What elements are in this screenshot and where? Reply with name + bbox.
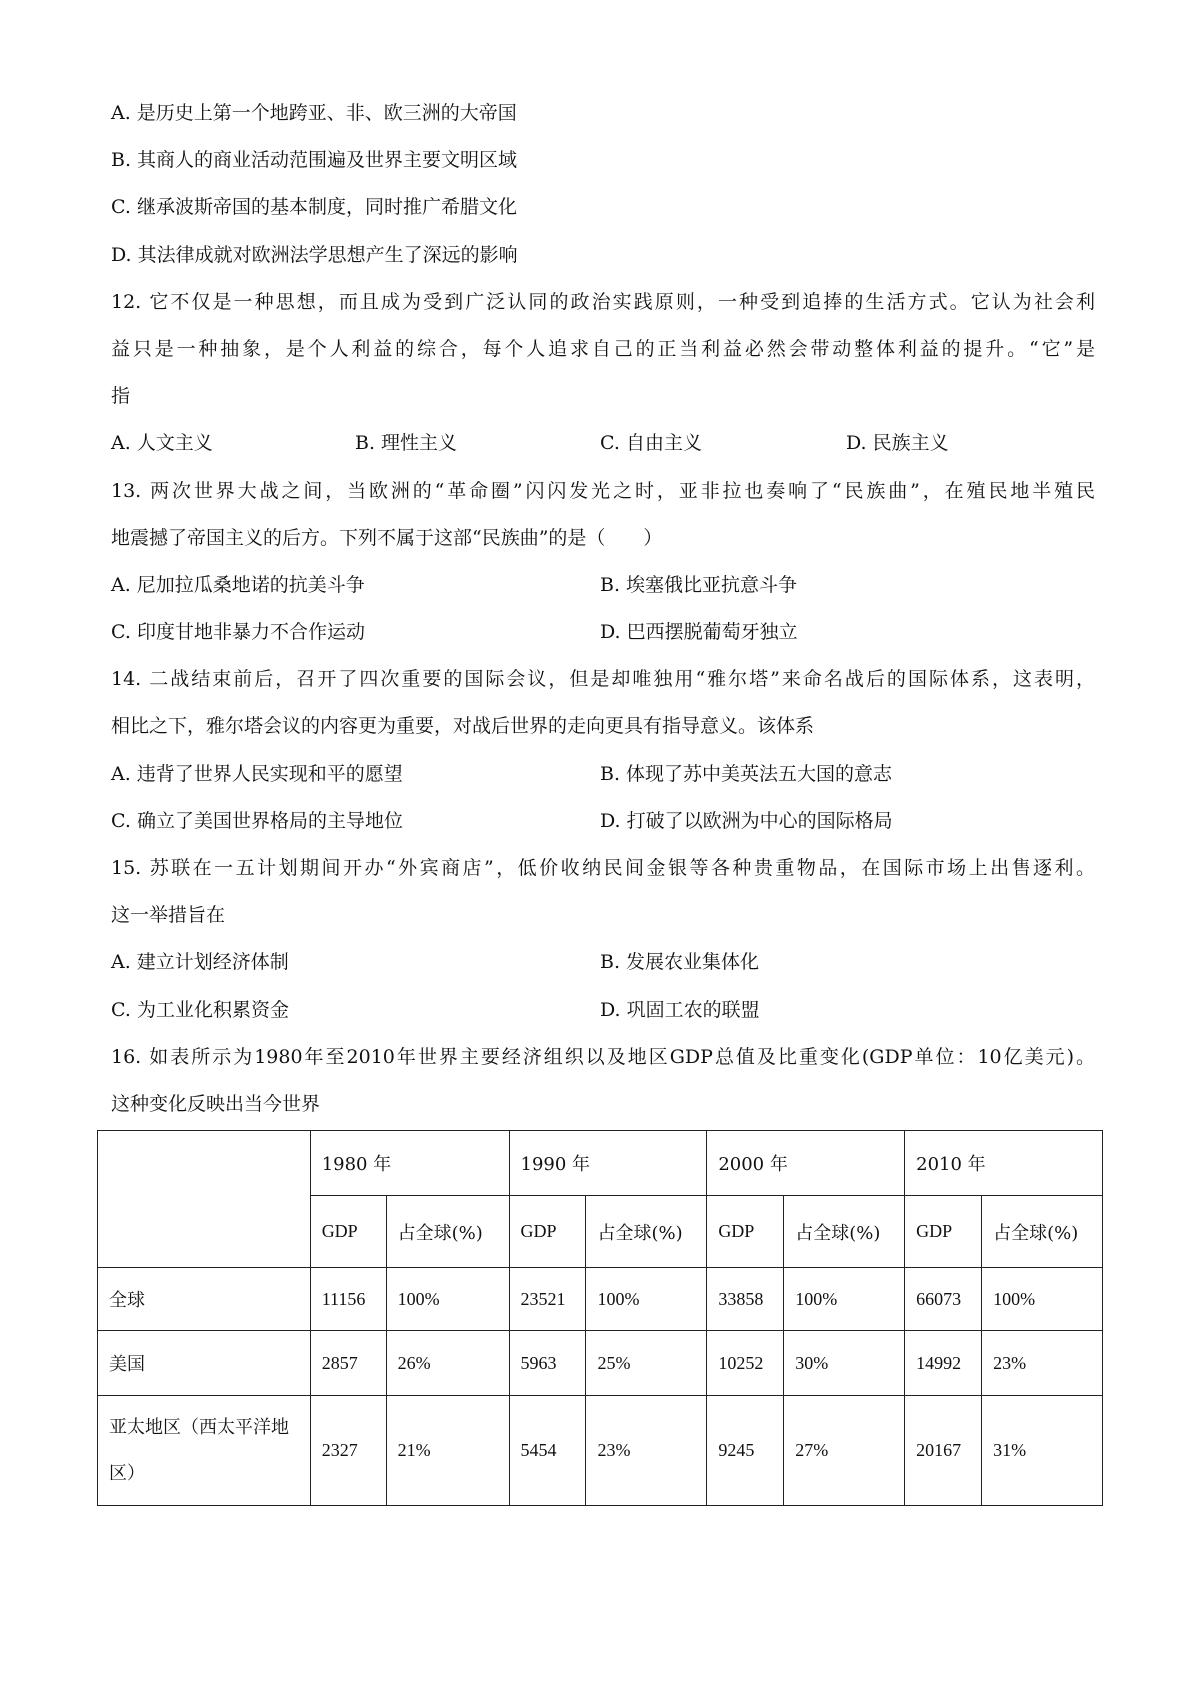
q11-option-c: C. 继承波斯帝国的基本制度，同时推广希腊文化 <box>111 196 517 219</box>
row-label: 亚太地区（西太平洋地区） <box>98 1396 311 1506</box>
gdp-header: GDP <box>905 1196 982 1268</box>
cell: 2857 <box>310 1331 386 1396</box>
table-corner-cell <box>98 1131 311 1268</box>
q14-option-a: A. 违背了世界人民实现和平的愿望 <box>111 762 403 785</box>
cell: 100% <box>784 1268 905 1331</box>
q12-option-c: C. 自由主义 <box>600 432 702 455</box>
q14-option-d: D. 打破了以欧洲为中心的国际格局 <box>600 809 893 832</box>
q12-stem: 益只是一种抽象，是个人利益的综合，每个人追求自己的正当利益必然会带动整体利益的提升。“它”是 <box>111 337 1095 360</box>
q11-option-b: B. 其商人的商业活动范围遍及世界主要文明区域 <box>111 149 518 172</box>
gdp-header: GDP <box>707 1196 784 1268</box>
cell: 100% <box>982 1268 1103 1331</box>
q15-options <box>111 939 1095 986</box>
row-label: 美国 <box>98 1331 311 1396</box>
year-header: 1980 年 <box>310 1131 509 1196</box>
cell: 33858 <box>707 1268 784 1331</box>
table-header-row <box>98 1131 1103 1196</box>
cell: 23% <box>586 1396 707 1506</box>
share-header: 占全球(%) <box>982 1196 1103 1268</box>
cell: 100% <box>586 1268 707 1331</box>
gdp-header: GDP <box>310 1196 386 1268</box>
cell: 30% <box>784 1331 905 1396</box>
q12-stem: 12. 它不仅是一种思想，而且成为受到广泛认同的政治实践原则，一种受到追捧的生活方式。它认为社会利 <box>111 290 1095 313</box>
row-label: 全球 <box>98 1268 311 1331</box>
q14-options <box>111 751 1095 798</box>
table-row <box>98 1331 1103 1396</box>
gdp-header: GDP <box>509 1196 586 1268</box>
cell: 2327 <box>310 1396 386 1506</box>
cell: 10252 <box>707 1331 784 1396</box>
q13-option-a: A. 尼加拉瓜桑地诺的抗美斗争 <box>111 573 365 596</box>
cell: 27% <box>784 1396 905 1506</box>
cell: 5963 <box>509 1331 586 1396</box>
cell: 26% <box>386 1331 509 1396</box>
table-row <box>98 1268 1103 1331</box>
year-header: 2010 年 <box>905 1131 1103 1196</box>
q12-option-b: B. 理性主义 <box>355 432 458 455</box>
q14-stem: 14. 二战结束前后，召开了四次重要的国际会议，但是却唯独用“雅尔塔”来命名战后的国际体系，这表明， <box>111 668 1095 691</box>
q15-stem: 15. 苏联在一五计划期间开办“外宾商店”，低价收纳民间金银等各种贵重物品，在国际市场上出售逐利。 <box>111 857 1095 879</box>
q13-option-b: B. 埃塞俄比亚抗意斗争 <box>600 573 798 596</box>
q15-option-b: B. 发展农业集体化 <box>600 951 760 974</box>
gdp-table <box>97 1130 1103 1506</box>
cell: 21% <box>386 1396 509 1506</box>
q14-stem: 相比之下，雅尔塔会议的内容更为重要，对战后世界的走向更具有指导意义。该体系 <box>111 715 815 738</box>
q15-option-d: D. 巩固工农的联盟 <box>600 998 760 1021</box>
table-row <box>98 1396 1103 1506</box>
cell: 9245 <box>707 1396 784 1506</box>
q16-stem: 16. 如表所示为1980年至2010年世界主要经济组织以及地区GDP总值及比重变化(GDP单位：10亿美元)。 <box>111 1045 1095 1068</box>
q13-options <box>111 609 1095 656</box>
q14-options <box>111 798 1095 845</box>
cell: 14992 <box>905 1331 982 1396</box>
q13-stem: 13. 两次世界大战之间，当欧洲的“革命圈”闪闪发光之时，亚非拉也奏响了“民族曲”，在殖民地半殖民 <box>111 479 1095 502</box>
q13-option-c: C. 印度甘地非暴力不合作运动 <box>111 621 365 644</box>
q11-option-a: A. 是历史上第一个地跨亚、非、欧三洲的大帝国 <box>111 102 517 124</box>
q11-option-d: D. 其法律成就对欧洲法学思想产生了深远的影响 <box>111 243 518 266</box>
q16-stem: 这种变化反映出当今世界 <box>111 1092 321 1115</box>
cell: 100% <box>386 1268 509 1331</box>
share-header: 占全球(%) <box>586 1196 707 1268</box>
cell: 25% <box>586 1331 707 1396</box>
share-header: 占全球(%) <box>386 1196 509 1268</box>
q15-option-a: A. 建立计划经济体制 <box>111 951 289 974</box>
q12-options <box>111 420 1095 467</box>
cell: 66073 <box>905 1268 982 1331</box>
q13-stem: 地震撼了帝国主义的后方。下列不属于这部“民族曲”的是（ ） <box>111 526 663 549</box>
cell: 5454 <box>509 1396 586 1506</box>
q12-stem: 指 <box>111 385 131 408</box>
cell: 11156 <box>310 1268 386 1331</box>
year-header: 1990 年 <box>509 1131 707 1196</box>
document <box>111 90 1095 1128</box>
q13-option-d: D. 巴西摆脱葡萄牙独立 <box>600 621 798 644</box>
year-header: 2000 年 <box>707 1131 905 1196</box>
share-header: 占全球(%) <box>784 1196 905 1268</box>
cell: 31% <box>982 1396 1103 1506</box>
q13-options <box>111 562 1095 609</box>
q14-option-c: C. 确立了美国世界格局的主导地位 <box>111 809 403 832</box>
cell: 23521 <box>509 1268 586 1331</box>
q12-option-d: D. 民族主义 <box>846 432 949 455</box>
q15-options <box>111 987 1095 1034</box>
q14-option-b: B. 体现了苏中美英法五大国的意志 <box>600 762 893 785</box>
cell: 20167 <box>905 1396 982 1506</box>
q15-option-c: C. 为工业化积累资金 <box>111 998 289 1021</box>
q15-stem: 这一举措旨在 <box>111 904 226 927</box>
cell: 23% <box>982 1331 1103 1396</box>
q12-option-a: A. 人文主义 <box>111 432 213 455</box>
